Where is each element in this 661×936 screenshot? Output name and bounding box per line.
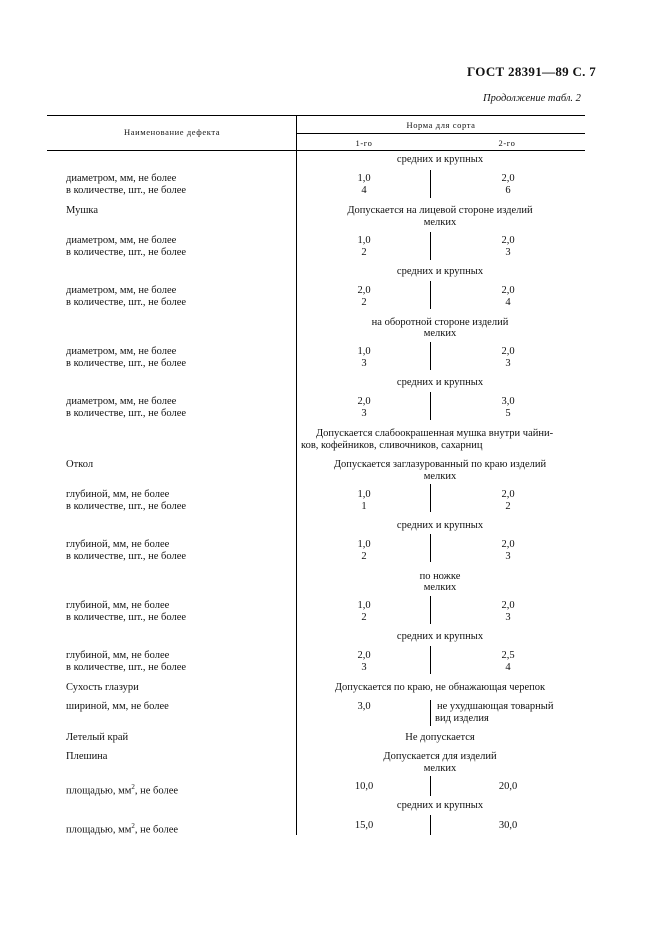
grade2-value: 2,0 xyxy=(501,539,515,550)
grade-separator xyxy=(430,342,431,370)
grade2-value: 5 xyxy=(505,408,511,419)
grade-separator xyxy=(430,646,431,674)
defect-name: Плешина xyxy=(66,751,108,762)
grade2-value: 30,0 xyxy=(498,820,518,831)
table-continuation-caption: Продолжение табл. 2 xyxy=(483,93,581,104)
param-label: в количестве, шт., не более xyxy=(66,408,187,419)
section-label: мелких xyxy=(423,217,457,228)
grade1-value: 2 xyxy=(361,247,367,258)
param-label-text: площадью, мм xyxy=(66,824,132,836)
grade2-value: 4 xyxy=(505,662,511,673)
defect-name: Откол xyxy=(66,459,94,470)
defect-note: Не допускается xyxy=(405,732,475,743)
param-label: диаметром, мм, не более xyxy=(66,173,177,184)
grade2-value: 2,0 xyxy=(501,346,515,357)
param-label: в количестве, шт., не более xyxy=(66,358,187,369)
grade1-value: 1,0 xyxy=(357,346,371,357)
column-divider xyxy=(296,115,297,835)
grade-separator xyxy=(430,392,431,420)
grade1-value: 3 xyxy=(361,408,367,419)
grade2-value: 2,0 xyxy=(501,285,515,296)
section-label: мелких xyxy=(423,763,457,774)
grade1-value: 2,0 xyxy=(357,285,371,296)
grade1-value: 2 xyxy=(361,297,367,308)
param-label: глубиной, мм, не более xyxy=(66,600,170,611)
grade1-value: 2,0 xyxy=(357,650,371,661)
grade-separator xyxy=(430,484,431,512)
section-label: по ножке xyxy=(419,571,461,582)
grade2-value: 20,0 xyxy=(498,781,518,792)
grade-separator xyxy=(430,281,431,309)
param-label: диаметром, мм, не более xyxy=(66,235,177,246)
grade2-value: не ухудшающая товарный xyxy=(437,701,554,712)
section-label: средних и крупных xyxy=(396,377,484,388)
param-label: диаметром, мм, не более xyxy=(66,396,177,407)
defect-name: Мушка xyxy=(66,205,99,216)
defect-name: Летелый край xyxy=(66,732,129,743)
header-grade-split-rule xyxy=(296,133,585,134)
grade-separator xyxy=(430,534,431,562)
param-label: диаметром, мм, не более xyxy=(66,285,177,296)
grade-separator xyxy=(430,700,431,726)
grade2-value: 2,0 xyxy=(501,235,515,246)
defect-note: Допускается по краю, не обнажающая черепок xyxy=(334,682,546,693)
section-label: средних и крупных xyxy=(396,800,484,811)
param-label-text: , не более xyxy=(134,824,179,836)
grade2-value: 3,0 xyxy=(501,396,515,407)
grade2-value: 2,0 xyxy=(501,600,515,611)
grade1-value: 4 xyxy=(361,185,367,196)
grade-separator xyxy=(430,596,431,624)
grade1-value: 3 xyxy=(361,358,367,369)
grade2-value: 3 xyxy=(505,247,511,258)
grade2-value: 2,5 xyxy=(501,650,515,661)
superscript: 2 xyxy=(131,783,135,791)
section-label: мелких xyxy=(423,582,457,593)
param-label: диаметром, мм, не более xyxy=(66,346,177,357)
param-label xyxy=(66,781,178,798)
grade1-value: 1,0 xyxy=(357,539,371,550)
grade1-value: 1,0 xyxy=(357,489,371,500)
section-label: на оборотной стороне изделий xyxy=(371,317,509,328)
grade2-value: вид изделия xyxy=(435,713,489,724)
param-label: в количестве, шт., не более xyxy=(66,247,187,258)
column-header-grade1: 1-го xyxy=(355,138,373,148)
param-label: глубиной, мм, не более xyxy=(66,539,170,550)
param-label: в количестве, шт., не более xyxy=(66,185,187,196)
superscript: 2 xyxy=(131,822,135,830)
grade1-value: 3,0 xyxy=(357,701,371,712)
grade2-value: 3 xyxy=(505,551,511,562)
grade1-value: 1,0 xyxy=(357,600,371,611)
defect-note: ков, кофейников, сливочников, сахарниц xyxy=(301,440,483,451)
grade2-value: 3 xyxy=(505,612,511,623)
column-header-defect: Наименование дефекта xyxy=(124,127,221,137)
param-label: в количестве, шт., не более xyxy=(66,501,187,512)
defect-note: Допускается слабоокрашенная мушка внутри чайни- xyxy=(316,428,554,439)
section-label: средних и крупных xyxy=(396,266,484,277)
defect-note: Допускается на лицевой стороне изделий xyxy=(347,205,533,216)
header-bottom-rule xyxy=(47,150,585,151)
grade-separator xyxy=(430,776,431,796)
grade1-value: 10,0 xyxy=(354,781,374,792)
grade1-value: 1,0 xyxy=(357,173,371,184)
param-label: в количестве, шт., не более xyxy=(66,551,187,562)
grade1-value: 2,0 xyxy=(357,396,371,407)
defect-note: Допускается заглазурованный по краю изделий xyxy=(333,459,547,470)
param-label: в количестве, шт., не более xyxy=(66,297,187,308)
param-label: в количестве, шт., не более xyxy=(66,662,187,673)
param-label: глубиной, мм, не более xyxy=(66,650,170,661)
param-label: глубиной, мм, не более xyxy=(66,489,170,500)
grade2-value: 2,0 xyxy=(501,173,515,184)
defect-name: Сухость глазури xyxy=(66,682,139,693)
document-title: ГОСТ 28391—89 С. 7 xyxy=(467,64,597,79)
grade2-value: 2,0 xyxy=(501,489,515,500)
section-label: мелких xyxy=(423,471,457,482)
grade-separator xyxy=(430,170,431,198)
grade1-value: 2 xyxy=(361,551,367,562)
grade2-value: 2 xyxy=(505,501,511,512)
section-label: средних и крупных xyxy=(396,520,484,531)
grade-separator xyxy=(430,815,431,835)
grade2-value: 3 xyxy=(505,358,511,369)
grade1-value: 2 xyxy=(361,612,367,623)
grade1-value: 15,0 xyxy=(354,820,374,831)
grade2-value: 4 xyxy=(505,297,511,308)
column-header-norm: Норма для сорта xyxy=(406,120,476,130)
grade1-value: 3 xyxy=(361,662,367,673)
defect-note: Допускается для изделий xyxy=(383,751,497,762)
section-label: средних и крупных xyxy=(396,154,484,165)
param-label: в количестве, шт., не более xyxy=(66,612,187,623)
param-label-text: , не более xyxy=(134,785,179,797)
column-header-grade2: 2-го xyxy=(498,138,516,148)
param-label xyxy=(66,820,178,837)
grade-separator xyxy=(430,232,431,260)
section-label: мелких xyxy=(423,328,457,339)
table-top-rule xyxy=(47,115,585,116)
param-label-text: площадью, мм xyxy=(66,785,132,797)
param-label: шириной, мм, не более xyxy=(66,701,169,712)
grade1-value: 1,0 xyxy=(357,235,371,246)
grade2-value: 6 xyxy=(505,185,511,196)
grade1-value: 1 xyxy=(361,501,367,512)
section-label: средних и крупных xyxy=(396,631,484,642)
